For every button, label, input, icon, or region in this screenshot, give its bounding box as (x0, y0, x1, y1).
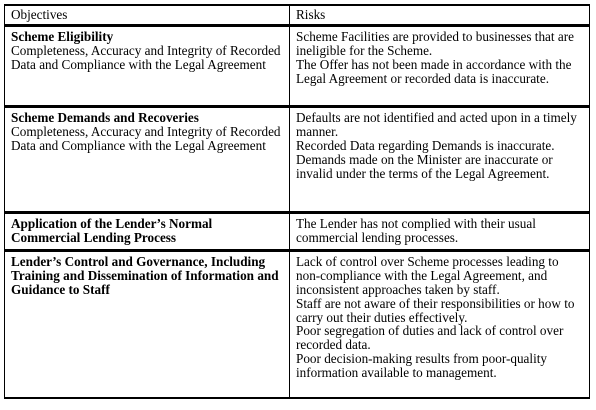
risk-item: Poor decision-making results from poor-quality information available to management. (296, 351, 547, 381)
risk-item: Recorded Data regarding Demands is inaccurate. (296, 137, 555, 153)
objectives-risks-table (4, 4, 590, 399)
objective-cell (5, 212, 290, 250)
objective-heading: Application of the Lender’s Normal Commercial Lending Process (11, 215, 213, 245)
objective-cell (5, 250, 290, 398)
risk-item: Staff are not aware of their responsibilities or how to carry out their duties effectively. (296, 295, 575, 325)
objective-cell (5, 106, 290, 212)
risks-cell (290, 212, 590, 250)
table-row (5, 212, 590, 250)
risk-item: The Offer has not been made in accordance with the Legal Agreement or recorded data is inaccurate. (296, 56, 572, 86)
risk-item: Defaults are not identified and acted upon in a timely manner. (296, 109, 577, 139)
objective-cell (5, 25, 290, 106)
objective-heading: Scheme Demands and Recoveries (11, 109, 199, 125)
risks-cell (290, 25, 590, 106)
table-row (5, 250, 590, 398)
objective-text: Completeness, Accuracy and Integrity of Recorded Data and Compliance with the Legal Agreement (11, 42, 281, 72)
table-row (5, 106, 590, 212)
risks-header: Risks (290, 5, 590, 25)
table-header-row (5, 5, 590, 25)
risks-cell (290, 106, 590, 212)
objective-heading: Lender’s Control and Governance, Including Training and Dissemination of Information and Guidance to Staff (11, 253, 279, 297)
risk-item: Lack of control over Scheme processes leading to non-compliance with the Legal Agreement, and inconsistent approaches taken by staff. (296, 253, 559, 297)
objectives-header: Objectives (5, 5, 290, 25)
objective-text: Completeness, Accuracy and Integrity of Recorded Data and Compliance with the Legal Agreement (11, 123, 281, 153)
table-row (5, 25, 590, 106)
risk-item: Scheme Facilities are provided to businesses that are ineligible for the Scheme. (296, 28, 574, 58)
risk-item: Demands made on the Minister are inaccurate or invalid under the terms of the Legal Agreement. (296, 151, 553, 181)
risk-item: The Lender has not complied with their usual commercial lending processes. (296, 215, 536, 245)
objective-heading: Scheme Eligibility (11, 28, 114, 44)
risks-cell (290, 250, 590, 398)
risk-item: Poor segregation of duties and lack of control over recorded data. (296, 323, 564, 353)
